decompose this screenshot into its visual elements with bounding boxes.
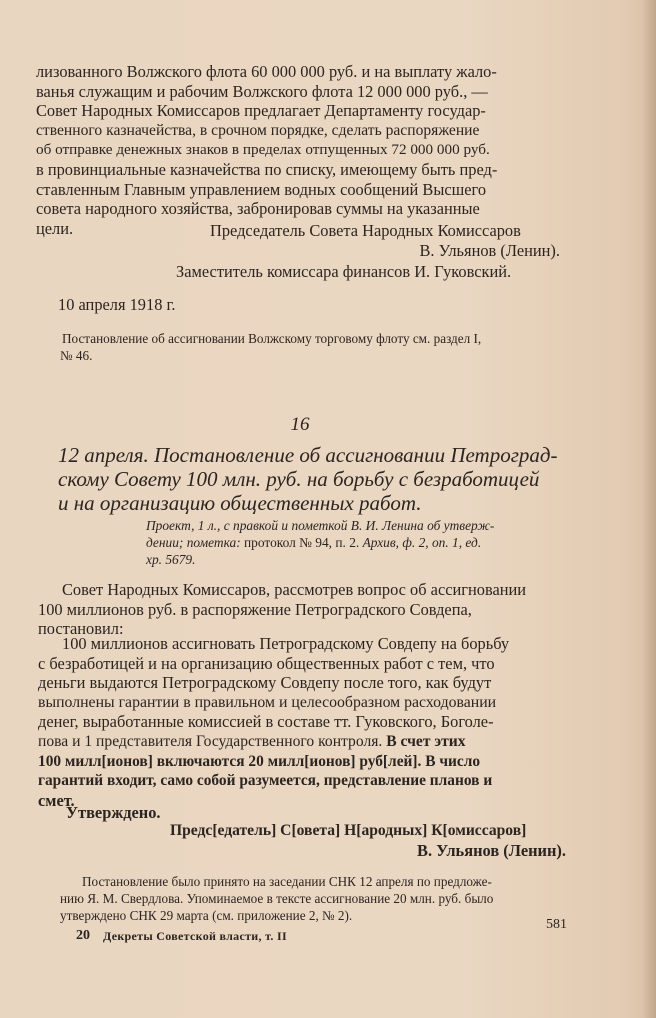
decree-body: 100 миллионов ассигновать Петроградскому Совдепу на борьбу с безработицей и на организацию общественных работ с тем, что деньги выдаются Петроградскому Совдепу после того, как будут выполнены гарантии в правильном и целесообразном расходовании денег, выработанные комиссией в составе тт. Гуковского, Боголе- пова и 1 представителя Государственного контроля. В счет этих 100 милл[ионов] включаются 20 милл[ионов] руб[лей]. В число гарантий входит, само собой разумеется, представление планов и смет. (38, 634, 510, 810)
document-title: 12 апреля. Постановление об ассигновании Петроград- скому Совету 100 млн. руб. на борьбу с безработицей и на организацию общественных работ. (58, 443, 558, 515)
text-line: об отправке денежных знаков в пределах отпущенных 72 000 000 руб. (36, 141, 490, 159)
text-line: в провинциальные казначейства по списку, имеющему быть пред- (36, 159, 498, 179)
text-line: Совет Народных Комиссаров предлагает Департаменту государ- (36, 101, 486, 121)
text-line: лизованного Волжского флота 60 000 000 руб. и на выплату жало- (36, 62, 497, 81)
decree-preamble: Совет Народных Комиссаров, рассмотрев вопрос об ассигновании 100 миллионов руб. в распоряжение Петроградского Совдепа, постановил: (38, 580, 527, 639)
text-line: цели. (36, 218, 74, 238)
text-line: совета народного хозяйства, забронировав суммы на указанные (36, 199, 480, 219)
deputy-signature: Заместитель комиссара финансов И. Гуковский. (176, 262, 512, 281)
text-line: ственного казначейства, в срочном порядке, сделать распоряжение (36, 121, 480, 139)
signature-chairman (210, 221, 560, 260)
page-edge-shadow (642, 0, 656, 1018)
signature-approval: Предс[едатель] С[овета] Н[ародных] К[омиссаров] В. Ульянов (Ленин). (170, 822, 566, 860)
signature-name: В. Ульянов (Ленин). (419, 240, 560, 260)
text-line: ванья служащим и рабочим Волжского флота 12 000 000 руб., — (36, 81, 488, 101)
document-date: 10 апреля 1918 г. (58, 295, 176, 314)
top-paragraph (36, 62, 560, 238)
archive-source: Проект, 1 л., с правкой и пометкой В. И. Ленина об утверж- дении; пометка: протокол № 94, п. 2. Архив, ф. 2, оп. 1, ед. хр. 5679. (146, 518, 495, 567)
document-number: 16 (290, 414, 310, 435)
running-title: Декреты Советской власти, т. II (103, 929, 287, 943)
footnote-adoption: Постановление было принято на заседании СНК 12 апреля по предложе- нию Я. М. Свердлова. Упоминаемое в тексте ассигнование 20 млн. руб. было утверждено СНК 29 марта (см. приложение 2, № 2). (60, 874, 494, 923)
text-line: ставленным Главным управлением водных сообщений Высшего (36, 179, 487, 199)
approved-mark: Утверждено. (66, 803, 161, 822)
page-number: 581 (546, 917, 567, 932)
printer-signature-mark: 20 (76, 928, 90, 943)
footnote-volga-fleet: Постановление об ассигновании Волжскому торговому флоту см. раздел I, № 46. (60, 331, 482, 363)
signature-title: Председатель Совета Народных Комиссаров (210, 221, 521, 240)
